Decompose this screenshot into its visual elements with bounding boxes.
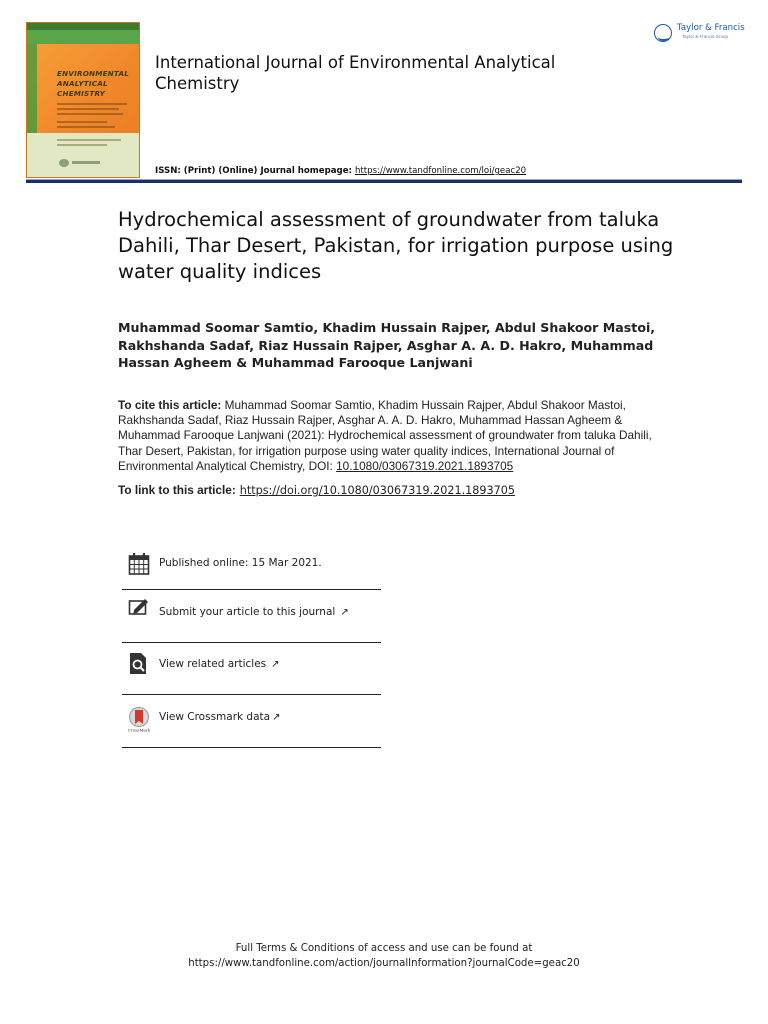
citation-block [118, 398, 663, 474]
published-row [122, 538, 382, 590]
external-link-icon: ↗ [272, 712, 281, 723]
crossmark-row[interactable] [122, 696, 382, 748]
article-link-label: To link to this article: [118, 483, 236, 497]
row-divider [122, 747, 381, 749]
submit-article-link[interactable]: Submit your article to this journal [159, 606, 336, 618]
cover-title-line: ANALYTICAL [57, 79, 108, 88]
external-link-icon: ↗ [271, 659, 280, 670]
terms-text: Full Terms & Conditions of access and use can be found at [235, 943, 533, 954]
doi-link[interactable]: 10.1080/03067319.2021.1893705 [336, 458, 514, 473]
issn-label: ISSN: (Print) (Online) Journal homepage: [155, 166, 355, 176]
header-divider [26, 180, 742, 183]
crossmark-link[interactable]: View Crossmark data [159, 711, 271, 723]
related-articles-row[interactable] [122, 643, 382, 695]
related-search-icon [128, 652, 150, 676]
row-divider [122, 694, 381, 696]
crossmark-badge-text: CrossMark [128, 727, 150, 733]
terms-url[interactable]: https://www.tandfonline.com/action/journalInformation?journalCode=geac20 [188, 957, 580, 969]
crossmark-icon [128, 705, 150, 733]
related-articles-link[interactable]: View related articles [159, 658, 267, 670]
row-divider [122, 589, 381, 591]
journal-title: International Journal of Environmental Analytical Chemistry [155, 53, 556, 93]
publisher-name: Taylor & Francis [677, 23, 745, 33]
cover-title-line: ENVIRONMENTAL [57, 69, 129, 78]
taylor-francis-icon [654, 24, 672, 42]
citation-text: Muhammad Soomar Samtio, Khadim Hussain Rajper, Abdul Shakoor Mastoi, Rakhshanda Sadaf, Riaz Hussain Rajper, Asghar A. A. D. Hakro, Muhammad Hassan Agheem & Muhammad Farooque Lanjwani (2021): Hydrochemical assessment of groundwater from taluka Dahili, Thar Desert, Pakistan, for irrigation purpose using water quality indices, International Journal of Environmental Analytical Chemistry, DOI: [118, 398, 652, 473]
citation-label: To cite this article: [118, 398, 222, 412]
calendar-icon [128, 552, 150, 576]
journal-homepage-link[interactable]: https://www.tandfonline.com/loi/geac20 [354, 166, 527, 176]
article-authors: Muhammad Soomar Samtio, Khadim Hussain Rajper, Abdul Shakoor Mastoi, Rakhshanda Sadaf, Riaz Hussain Rajper, Asghar A. A. D. Hakro, Muhammad Hassan Agheem & Muhammad Farooque Lanjwani [118, 320, 656, 370]
published-date: Published online: 15 Mar 2021. [159, 557, 322, 569]
submit-article-row[interactable] [122, 591, 382, 643]
terms-footer [0, 942, 768, 971]
journal-cover-image [26, 22, 140, 178]
taylor-francis-logo[interactable] [654, 22, 744, 46]
edit-icon [128, 596, 150, 620]
article-link-block [118, 483, 678, 498]
cover-title-line: CHEMISTRY [57, 89, 105, 98]
publisher-group: Taylor & Francis Group [682, 34, 729, 39]
external-link-icon: ↗ [340, 607, 349, 618]
article-title: Hydrochemical assessment of groundwater from taluka Dahili, Thar Desert, Pakistan, for irrigation purpose using water quality indices [118, 208, 674, 283]
cover-publisher-logo [59, 159, 69, 167]
article-doi-url[interactable]: https://doi.org/10.1080/03067319.2021.1893705 [239, 484, 515, 497]
issn-line [155, 166, 526, 176]
